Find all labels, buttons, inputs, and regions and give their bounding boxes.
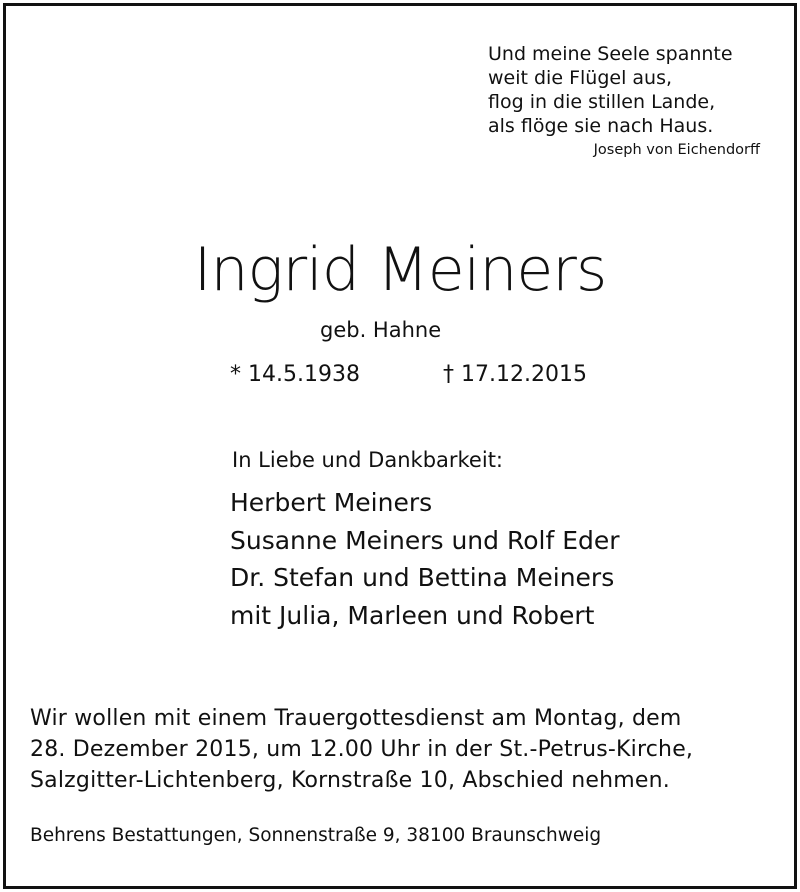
mourners-intro: In Liebe und Dankbarkeit: [232,448,504,472]
undertaker-info: Behrens Bestattungen, Sonnenstraße 9, 38100 Braunschweig [30,825,602,846]
deceased-name: Ingrid Meiners [193,235,607,305]
birth-date: * 14.5.1938 [230,362,360,387]
life-dates [230,360,587,390]
service-line: Salzgitter-Lichtenberg, Kornstraße 10, Abschied nehmen. [30,768,670,793]
mourner-name: Dr. Stefan und Bettina Meiners [230,563,615,592]
poem-line: Und meine Seele spannte [488,43,733,65]
service-announcement [30,703,775,796]
mourners-list [230,484,620,634]
death-date: † 17.12.2015 [443,362,587,387]
service-line: 28. Dezember 2015, um 12.00 Uhr in der St.-Petrus-Kirche, [30,737,694,762]
mourner-name: mit Julia, Marleen und Robert [230,600,595,630]
poem-line: als flöge sie nach Haus. [488,115,714,137]
service-line: Wir wollen mit einem Trauergottesdienst am Montag, dem [30,706,682,731]
mourner-name: Herbert Meiners [230,488,433,517]
mourner-name: Susanne Meiners und Rolf Eder [230,525,620,555]
poem-block [420,42,760,160]
poem-line: weit die Flügel aus, [488,67,673,89]
poem-line: flog in die stillen Lande, [488,91,716,113]
birth-name: geb. Hahne [320,318,442,342]
poem-author: Joseph von Eichendorff [593,142,760,158]
